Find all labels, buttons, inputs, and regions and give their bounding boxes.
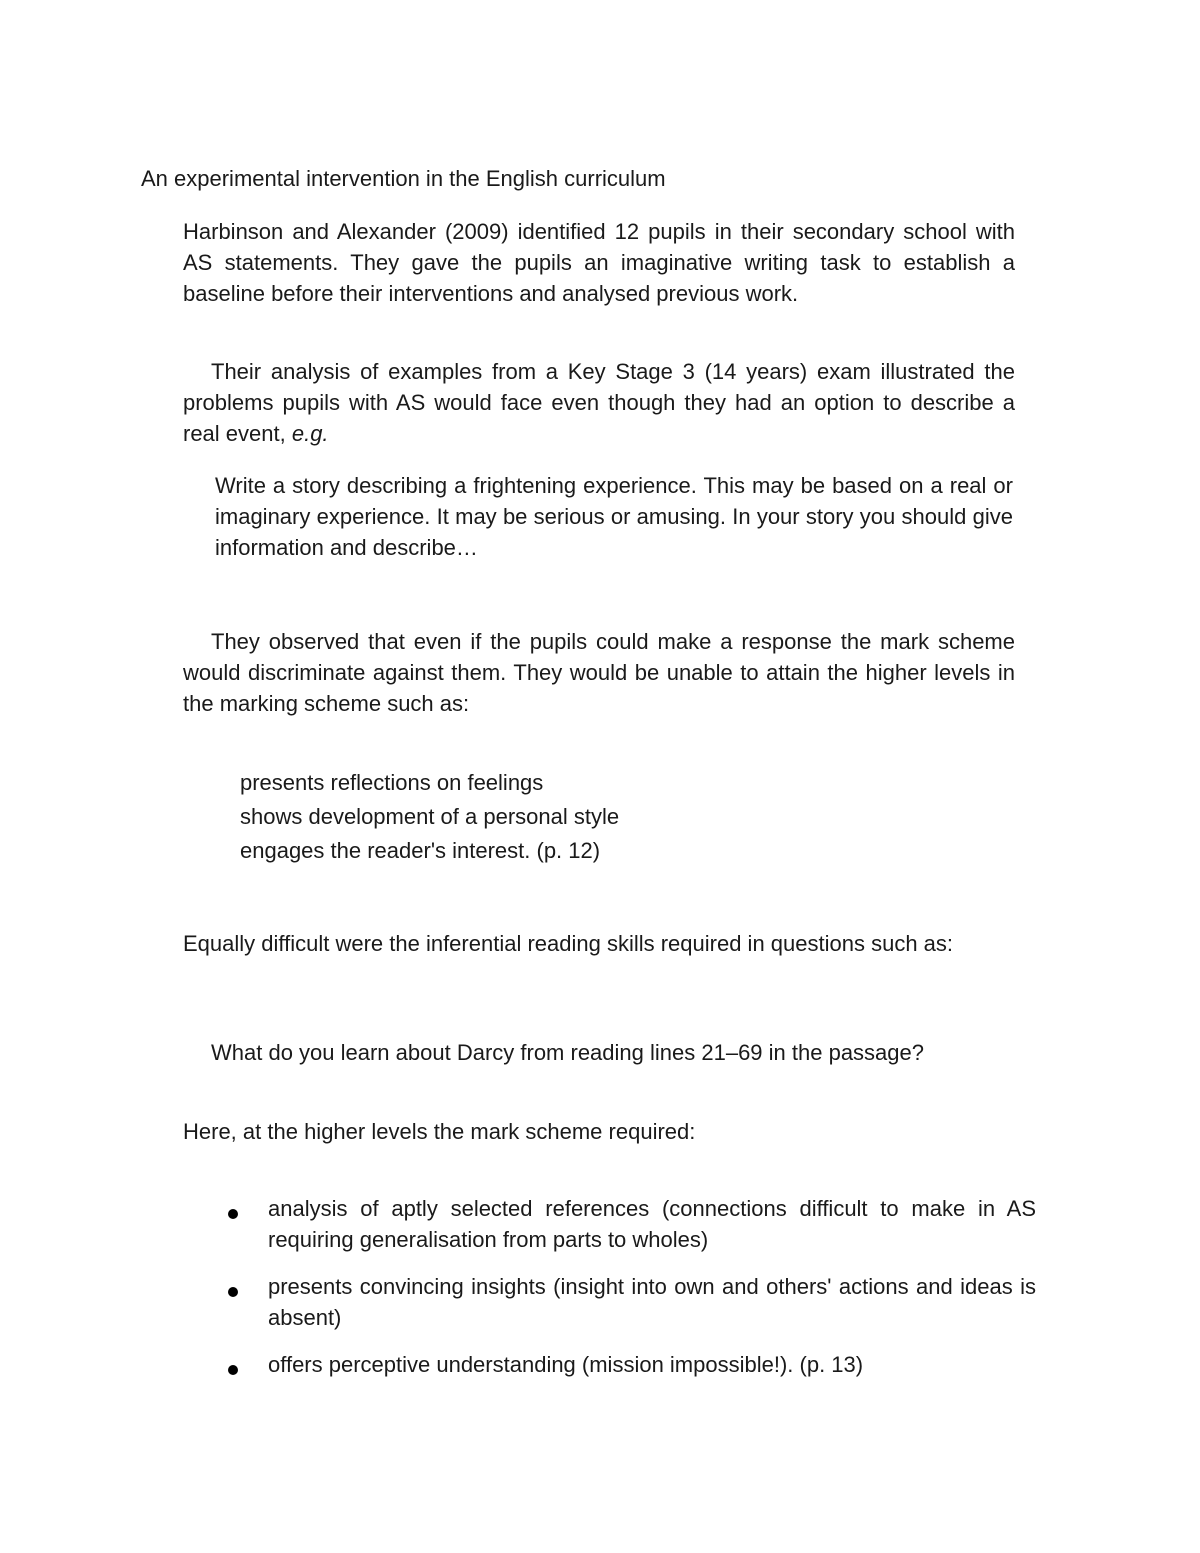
paragraph-intro: Harbinson and Alexander (2009) identified 12 pupils in their secondary school with AS statements. They gave the pupils an imaginative writing task to establish a baseline before their interventions and analysed previous work. bbox=[183, 219, 1015, 306]
paragraph-higher-levels: Here, at the higher levels the mark scheme required: bbox=[183, 1119, 696, 1144]
section-title: An experimental intervention in the English curriculum bbox=[141, 166, 666, 191]
paragraph-inferential: Equally difficult were the inferential reading skills required in questions such as: bbox=[183, 931, 954, 956]
bullet-text: offers perceptive understanding (mission impossible!). (p. 13) bbox=[268, 1352, 864, 1377]
bullet-item bbox=[228, 1193, 1036, 1255]
bullet-item bbox=[228, 1271, 1036, 1333]
criteria-item: presents reflections on feelings bbox=[240, 770, 544, 795]
bullet-text: presents convincing insights (insight into own and others' actions and ideas is absent) bbox=[268, 1274, 1036, 1330]
paragraph-analysis-text: Their analysis of examples from a Key Stage 3 (14 years) exam illustrated the problems pupils with AS would face even though they had an option to describe a real event, bbox=[183, 359, 1015, 446]
bullet-icon bbox=[228, 1287, 238, 1297]
bullet-icon bbox=[228, 1209, 238, 1219]
criteria-item: shows development of a personal style bbox=[240, 804, 620, 829]
paragraph-analysis-emphasis: e.g. bbox=[291, 421, 329, 446]
criteria-list bbox=[240, 766, 619, 868]
bullet-item bbox=[228, 1349, 1036, 1380]
bullet-text: analysis of aptly selected references (connections difficult to make in AS requiring generalisation from parts to wholes) bbox=[268, 1196, 1036, 1252]
exam-question-quote: What do you learn about Darcy from reading lines 21–69 in the passage? bbox=[211, 1040, 924, 1065]
bullet-icon bbox=[228, 1365, 238, 1375]
criteria-item: engages the reader's interest. (p. 12) bbox=[240, 838, 601, 863]
paragraph-analysis bbox=[183, 356, 1015, 449]
exam-task-quote: Write a story describing a frightening experience. This may be based on a real or imaginary experience. It may be serious or amusing. In your story you should give information and describe… bbox=[215, 473, 1013, 560]
bullet-list bbox=[228, 1193, 1036, 1396]
paragraph-mark-scheme: They observed that even if the pupils could make a response the mark scheme would discriminate against them. They would be unable to attain the higher levels in the marking scheme such as: bbox=[183, 629, 1015, 716]
